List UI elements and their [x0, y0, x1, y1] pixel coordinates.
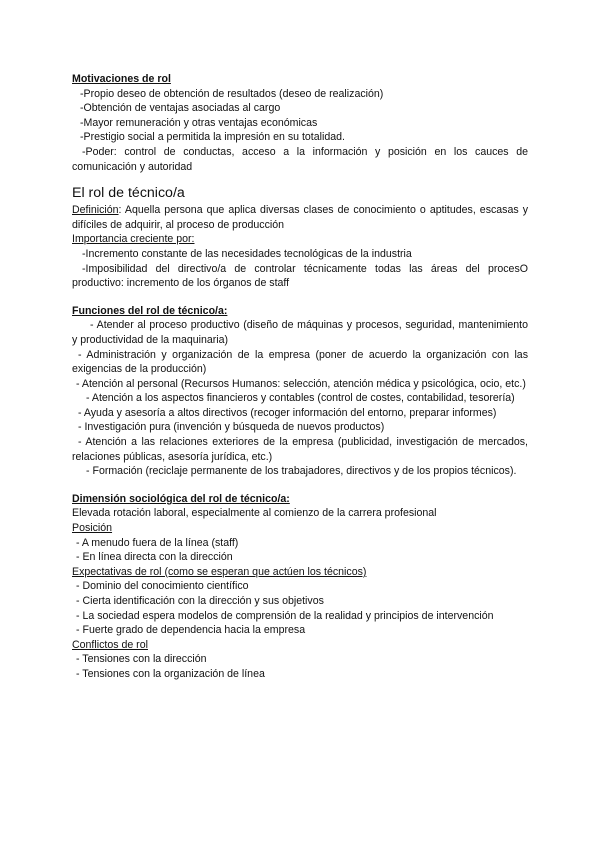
section-title-dimension: Dimensión sociológica del rol de técnico/a:: [72, 492, 290, 505]
list-item: -Obtención de ventajas asociadas al cargo: [80, 102, 281, 115]
importancia-label: Importancia creciente por:: [72, 233, 195, 246]
list-item: -Prestigio social a permitida la impresión en su totalidad.: [80, 131, 345, 144]
list-item: - A menudo fuera de la línea (staff): [76, 536, 239, 549]
section-title-funciones: Funciones del rol de técnico/a:: [72, 304, 228, 317]
definition-text: : Aquella persona que aplica diversas clases de conocimiento o aptitudes, escasas y difíciles de adquirir, al proceso de producción: [72, 204, 528, 231]
list-item: -Mayor remuneración y otras ventajas económicas: [80, 116, 318, 129]
list-item: -Propio deseo de obtención de resultados (deseo de realización): [80, 87, 384, 100]
list-item: - Formación (reciclaje permanente de los trabajadores, directivos y de los propios técnicos).: [86, 465, 517, 478]
list-item: - Tensiones con la dirección: [76, 653, 207, 666]
heading-rol-tecnico: El rol de técnico/a: [72, 185, 185, 202]
list-item: -Poder: control de conductas, acceso a la información y posición en los cauces de comunicación y autoridad: [72, 145, 528, 173]
definition-paragraph: [72, 203, 528, 232]
list-item: - Atender al proceso productivo (diseño de máquinas y procesos, seguridad, mantenimiento y productividad de la maquinaria): [72, 319, 528, 346]
list-item: -Incremento constante de las necesidades tecnológicas de la industria: [82, 247, 412, 260]
list-item: -Imposibilidad del directivo/a de controlar técnicamente todas las áreas del procesO productivo: incremento de los órganos de staff: [72, 262, 528, 290]
list-item: - Atención a los aspectos financieros y contables (control de costes, contabilidad, tesorería): [86, 392, 515, 405]
document-page: [72, 72, 528, 682]
list-item: - Dominio del conocimiento científico: [76, 580, 249, 593]
definition-label: Definición: [72, 204, 119, 217]
list-item: - Atención al personal (Recursos Humanos: selección, atención médica y psicológica, ocio, etc.): [76, 377, 526, 390]
dimension-intro: Elevada rotación laboral, especialmente al comienzo de la carrera profesional: [72, 507, 437, 520]
list-item: - Investigación pura (invención y búsqueda de nuevos productos): [78, 421, 385, 434]
list-item: - Tensiones con la organización de línea: [76, 667, 265, 680]
list-item: - La sociedad espera modelos de comprensión de la realidad y principios de intervención: [76, 609, 494, 622]
expectativas-label: Expectativas de rol (como se esperan que actúen los técnicos): [72, 565, 367, 578]
list-item: - Ayuda y asesoría a altos directivos (recoger información del entorno, preparar informes): [78, 406, 497, 419]
list-item: - Fuerte grado de dependencia hacia la empresa: [76, 624, 306, 637]
list-item: - En línea directa con la dirección: [76, 551, 233, 564]
section-title-motivaciones: Motivaciones de rol: [72, 73, 171, 85]
posicion-label: Posición: [72, 522, 113, 535]
conflictos-label: Conflictos de rol: [72, 638, 148, 651]
list-item: - Administración y organización de la empresa (poner de acuerdo la organización con las exigencias de la producción): [72, 348, 528, 376]
list-item: - Atención a las relaciones exteriores de la empresa (publicidad, investigación de mercados, relaciones públicas, asesoría jurídica, etc.): [72, 436, 528, 463]
list-item: - Cierta identificación con la dirección y sus objetivos: [76, 595, 324, 607]
